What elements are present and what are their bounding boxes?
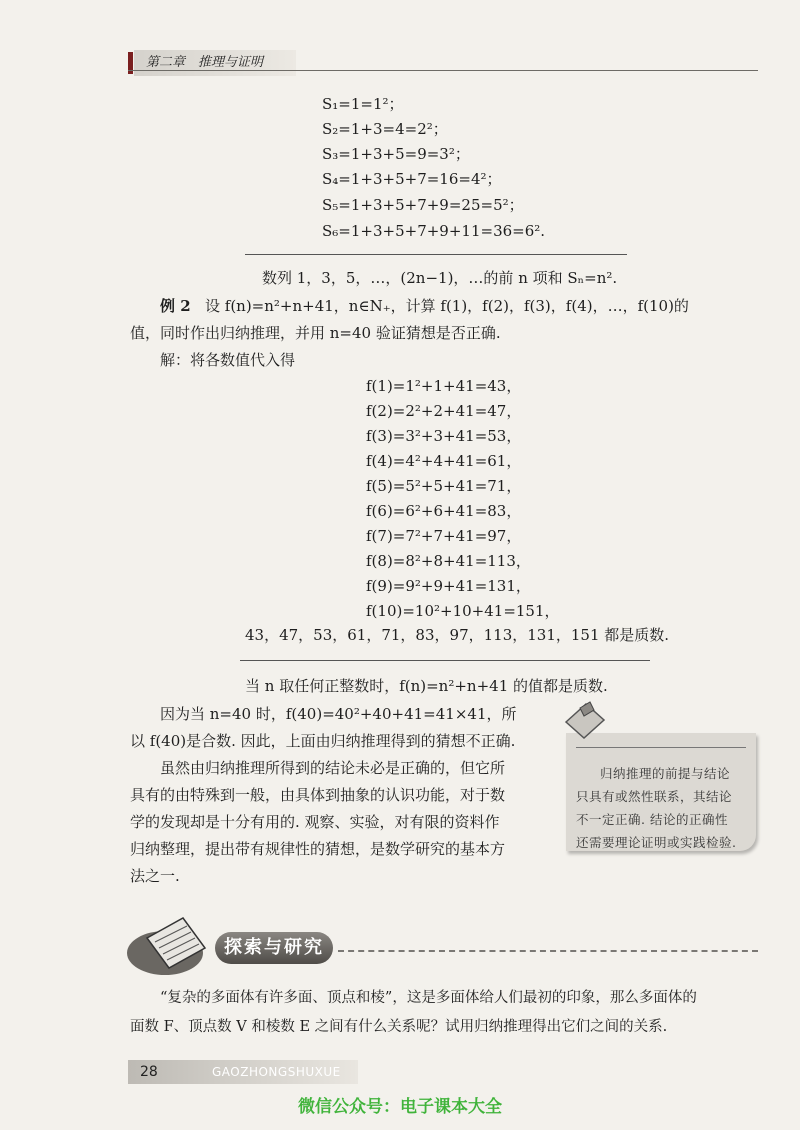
f-value: f(3)=3²+3+41=53， bbox=[366, 427, 522, 445]
primes-line: 43，47，53，61，71，83，97，113，131，151 都是质数. bbox=[245, 626, 670, 644]
induction-conclusion: 当 n 取任何正整数时，f(n)=n²+n+41 的值都是质数. bbox=[245, 677, 608, 695]
example-line-1: 设 f(n)=n²+n+41，n∈N₊，计算 f(1)，f(2)，f(3)，f(4)，…，f(10)的 bbox=[205, 297, 689, 315]
discussion-line: 归纳整理，提出带有规律性的猜想，是数学研究的基本方 bbox=[130, 840, 506, 858]
note-text bbox=[576, 762, 752, 854]
check-line-1: 因为当 n=40 时，f(40)=40²+40+41=41×41，所 bbox=[160, 705, 517, 723]
explore-divider bbox=[338, 950, 758, 952]
sum-s2: S₂=1+3=4=2²； bbox=[322, 120, 448, 138]
note-line: 还需要理论证明或实践检验. bbox=[576, 835, 737, 850]
sum-conclusion: 数列 1，3，5，…，(2n−1)，…的前 n 项和 Sₙ=n². bbox=[262, 269, 618, 287]
sum-s4: S₄=1+3+5+7=16=4²； bbox=[322, 170, 502, 188]
discussion-line: 法之一. bbox=[130, 867, 180, 885]
explore-title: 探索与研究 bbox=[215, 932, 333, 964]
note-rule bbox=[576, 747, 746, 748]
f-value: f(7)=7²+7+41=97， bbox=[366, 527, 522, 545]
explore-text-1: “复杂的多面体有许多面、顶点和棱”，这是多面体给人们最初的印象，那么多面体的 bbox=[160, 990, 697, 1006]
f-value: f(6)=6²+6+41=83， bbox=[366, 502, 522, 520]
chapter-title: 第二章 推理与证明 bbox=[134, 50, 296, 76]
f-value: f(4)=4²+4+41=61， bbox=[366, 452, 522, 470]
note-line: 不一定正确. 结论的正确性 bbox=[576, 812, 728, 827]
sum-s1: S₁=1=1²； bbox=[322, 95, 404, 113]
note-line: 只具有或然性联系，其结论 bbox=[576, 789, 733, 804]
primes-rule bbox=[240, 660, 650, 661]
watermark-text: 微信公众号：电子课本大全 bbox=[298, 1097, 502, 1117]
note-line: 归纳推理的前提与结论 bbox=[600, 766, 731, 781]
header-rule bbox=[128, 70, 758, 71]
sum-s6: S₆=1+3+5+7+9+11=36=6². bbox=[322, 222, 546, 240]
f-value: f(10)=10²+10+41=151， bbox=[366, 602, 560, 620]
sum-rule bbox=[245, 254, 627, 255]
sum-s5: S₅=1+3+5+7+9=25=5²； bbox=[322, 196, 524, 214]
f-value: f(5)=5²+5+41=71， bbox=[366, 477, 522, 495]
f-value: f(1)=1²+1+41=43， bbox=[366, 377, 522, 395]
example-line-2: 值，同时作出归纳推理，并用 n=40 验证猜想是否正确. bbox=[130, 324, 501, 342]
f-value: f(2)=2²+2+41=47， bbox=[366, 402, 522, 420]
sum-s3: S₃=1+3+5=9=3²； bbox=[322, 145, 470, 163]
solution-intro: 解：将各数值代入得 bbox=[160, 351, 296, 369]
explore-text-2: 面数 F、顶点数 V 和棱数 E 之间有什么关系呢？试用归纳推理得出它们之间的关系. bbox=[130, 1019, 668, 1035]
page-number: 28 bbox=[140, 1064, 158, 1080]
example-label: 例 2 bbox=[160, 297, 191, 315]
discussion-line: 虽然由归纳推理所得到的结论未必是正确的，但它所 bbox=[160, 759, 506, 777]
check-line-2: 以 f(40)是合数. 因此，上面由归纳推理得到的猜想不正确. bbox=[130, 732, 516, 750]
pushpin-icon bbox=[560, 700, 610, 742]
f-value: f(8)=8²+8+41=113， bbox=[366, 552, 531, 570]
footer-brand: GAOZHONGSHUXUE bbox=[212, 1065, 341, 1079]
f-value: f(9)=9²+9+41=131， bbox=[366, 577, 531, 595]
discussion-line: 学的发现却是十分有用的. 观察、实验，对有限的资料作 bbox=[130, 813, 500, 831]
discussion-line: 具有的由特殊到一般，由具体到抽象的认识功能，对于数 bbox=[130, 786, 506, 804]
